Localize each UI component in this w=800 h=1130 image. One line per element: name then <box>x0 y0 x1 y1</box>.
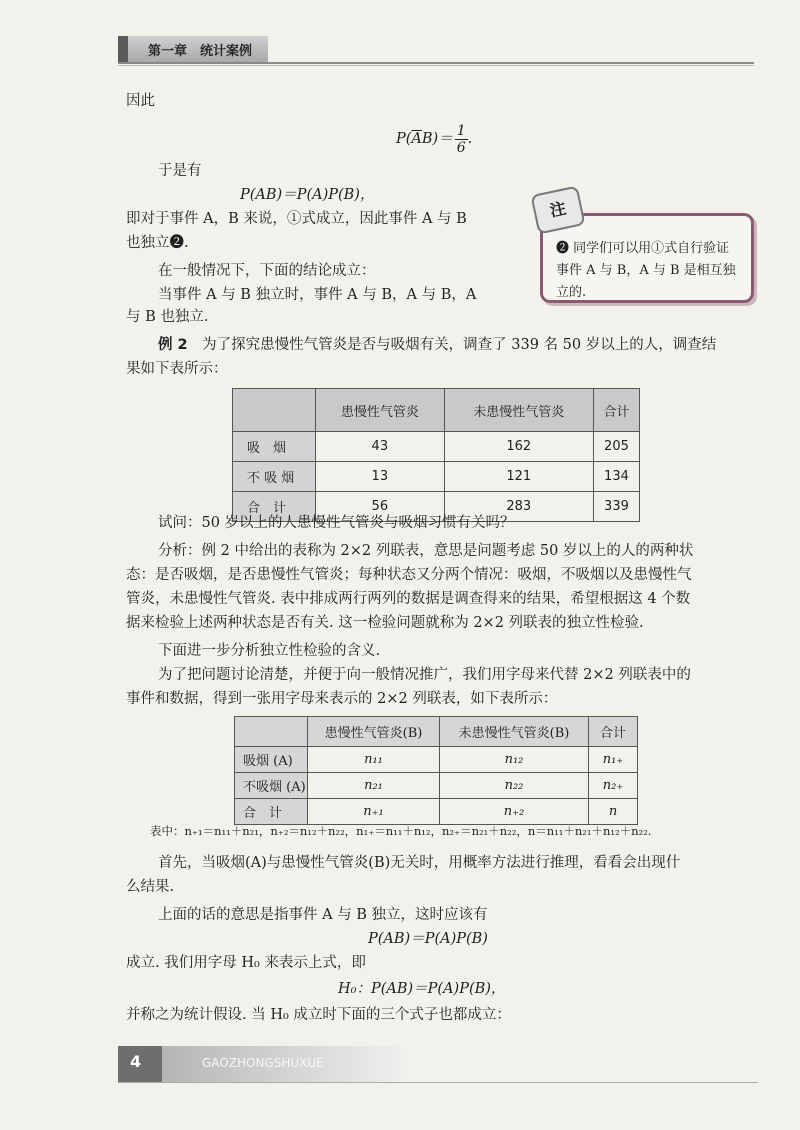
text-line: 成立. 我们用字母 H₀ 来表示上式，即 <box>126 955 366 971</box>
table-row: 不 吸 烟 13 121 134 <box>233 462 640 492</box>
example-label: 例 2 <box>158 337 188 353</box>
table-header-cell: 合计 <box>589 717 638 747</box>
text-line: 首先，当吸烟(A)与患慢性气管炎(B)无关时，用概率方法进行推理，看看会出现什 <box>158 855 681 871</box>
text-line: 也独立❷. <box>126 235 189 251</box>
table-header-cell: 患慢性气管炎(B) <box>308 717 440 747</box>
text-line: 即对于事件 A，B 来说，①式成立，因此事件 A 与 B <box>126 211 467 227</box>
table-header-cell <box>233 389 316 432</box>
table-header-cell: 未患慢性气管炎(B) <box>439 717 588 747</box>
footer-rule <box>118 1082 758 1083</box>
text-line: 态：是否吸烟，是否患慢性气管炎；每种状态又分两个情况：吸烟，不吸烟以及患慢性气 <box>126 567 692 583</box>
page-number: 4 <box>130 1052 142 1071</box>
text-line: 于是有 <box>158 163 202 179</box>
text-line: 在一般情况下，下面的结论成立： <box>158 263 376 279</box>
contingency-table-data <box>232 388 640 522</box>
formula-p-abar-b: $P(\overline{A}B)=$ $\frac{1}{6}$ . <box>396 122 473 156</box>
formula-hypothesis: H₀：P(AB)＝P(A)P(B)， <box>338 981 506 997</box>
table-note: 表中：n₊₁＝n₁₁＋n₂₁，n₊₂＝n₁₂＋n₂₂，n₁₊＝n₁₁＋n₁₂，n₂₊＝n₂₁＋n₂₂，n＝n₁₁＋n₂₁＋n₁₂＋n₂₂. <box>150 824 652 838</box>
header-rule <box>118 62 754 64</box>
text-line: 当事件 A 与 B 独立时，事件 A 与 B，A 与 B，A <box>158 287 477 303</box>
contingency-table-symbols <box>234 716 638 825</box>
fraction: $\frac{1}{6}$ <box>456 122 466 156</box>
formula-independence: P(AB)＝P(A)P(B)， <box>240 187 375 203</box>
chapter-header-title: 第一章 统计案例 <box>148 44 253 59</box>
text-line: 据来检验上述两种状态是否有关. 这一检验问题就称为 2×2 列联表的独立性检验. <box>126 615 644 631</box>
table-row: 合 计 56 283 339 <box>233 492 640 522</box>
text-line: 分析：例 2 中给出的表称为 2×2 列联表，意思是问题考虑 50 岁以上的人的两种状 <box>158 543 694 559</box>
text-line: 果如下表所示： <box>126 361 228 377</box>
note-icon: 注 <box>530 185 585 234</box>
table-header-cell: 未患慢性气管炎 <box>444 389 593 432</box>
text-line: 并称之为统计假设. 当 H₀ 成立时下面的三个式子也都成立： <box>126 1007 511 1023</box>
text-line: 上面的话的意思是指事件 A 与 B 独立，这时应该有 <box>158 907 488 923</box>
note-text: ❷ 同学们可以用①式自行验证事件 A 与 B，A 与 B 是相互独立的. <box>556 241 736 300</box>
text-line: 为了把问题讨论清楚，并便于向一般情况推广，我们用字母来代替 2×2 列联表中的 <box>158 667 691 683</box>
table-header-cell: 患慢性气管炎 <box>316 389 445 432</box>
formula-independence: P(AB)＝P(A)P(B) <box>368 931 488 947</box>
text-line: 么结果. <box>126 879 175 895</box>
text-line: 因此 <box>126 93 155 109</box>
header-rule-thin <box>118 65 754 66</box>
text-line: 管炎，未患慢性气管炎. 表中排成两行两列的数据是调查得来的结果，希望根据这 4 个数 <box>126 591 691 607</box>
text-line: 与 B 也独立. <box>126 309 209 325</box>
footer-brand: GAOZHONGSHUXUE <box>202 1056 324 1070</box>
table-header-cell <box>235 717 308 747</box>
table-row: 合 计 n₊₁ n₊₂ n <box>235 799 638 825</box>
text-line: 事件和数据，得到一张用字母来表示的 2×2 列联表，如下表所示： <box>126 691 558 707</box>
question-line: 试问：50 岁以上的人患慢性气管炎与吸烟习惯有关吗？ <box>158 515 515 531</box>
table-row: 吸 烟 43 162 205 <box>233 432 640 462</box>
example-line: 例 2 为了探究患慢性气管炎是否与吸烟有关，调查了 339 名 50 岁以上的人，调查结 <box>158 337 717 353</box>
table-row: 不吸烟 (A) n₂₁ n₂₂ n₂₊ <box>235 773 638 799</box>
table-row: 吸烟 (A) n₁₁ n₁₂ n₁₊ <box>235 747 638 773</box>
table-header-cell: 合计 <box>593 389 639 432</box>
text-line: 下面进一步分析独立性检验的含义. <box>158 643 381 659</box>
